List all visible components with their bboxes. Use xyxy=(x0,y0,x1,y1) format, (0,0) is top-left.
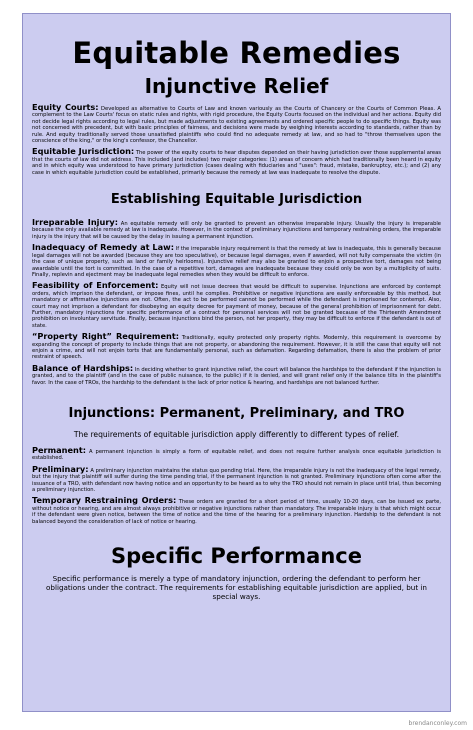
paragraph-text: Traditionally, equity protected only property rights. Modernly, this requirement is overcome by expanding the concept of property to include things that are not property, or abandoning the requirement. However, it is still the case that equity will not enjoin a crime, and will not enjoin torts that are fundamentally personal, such as defamation. Regarding defamation, there is also the problem of prior restraint of speech. xyxy=(32,335,441,361)
paragraph-permanent xyxy=(32,446,441,462)
section-injunctive-relief xyxy=(32,103,441,176)
paragraph-inadequacy xyxy=(32,243,441,278)
heading-injunction-types: Injunctions: Permanent, Preliminary, and TRO xyxy=(68,406,405,421)
paragraph-feasibility xyxy=(32,281,441,329)
paragraph-text: Equity will not issue decrees that would be difficult to supervise. Injunctions are enforced by contempt orders, which imprison the defendant, or impose fines, until he complies. Prohibitive or negative injunctions are easily enforceable by this method, but mandatory or affirmative injunctions are not. Often, the act to be performed cannot be performed while the defendant is imprisoned for contempt. Also, court may not imprison a defendant for disobeying an equity decree for payment of money, because of the general prohibition of imprisonment for debt. Further, mandatory injunctions for specific performance of a contract for personal services will not be granted because of the Thirteenth Amendment prohibition on involuntary servitude. Finally, because injunctions bind the person, not her property, they may be difficult to enforce if the defendant is out of state. xyxy=(32,284,441,329)
document-page xyxy=(22,13,451,712)
term-label: Permanent: xyxy=(32,445,87,455)
paragraph-text: Developed as alternative to Courts of Law and known variously as the Courts of Chancery or the Courts of Common Pleas. A complement to the Law Courts' focus on static rules and rights, with rigid procedure, the Equity Courts focused on the individual and her actions. Equity did not decide legal rights according to legal rules, but made adjustments to existing agreements and ordered specific people to do specific things. Equity was not concerned with precedent, but with basic principles of fairness, and decisions were made by weighing interests according to standards, rather than by rule. And equity traditionally served those unsatisfied plaintiffs who could find no adequate remedy at law, and so had to "throw themselves upon the conscience of the king," or the king's confessor, the Chancellor. xyxy=(32,106,441,145)
paragraph-tro xyxy=(32,496,441,525)
specific-performance-text: Specific performance is merely a type of mandatory injunction, ordering the defendant to perform her obligations under the contract. The requirements for establishing equitable jurisdiction are applied, but in special ways. xyxy=(46,574,427,601)
paragraph-text: A preliminary injunction maintains the status quo pending trial. Here, the irreparable injury is not the inadequacy of the legal remedy, but the injury that plaintiff will suffer during the time pending trial, if the permanent injunction is not granted. Preliminary injunctions often come after the issuance of a TRO, with defendant now having notice and an opportunity to be heard as to why the TRO should not remain in place until trial, thus becoming a preliminary injunction. xyxy=(32,467,442,494)
paragraph-equitable-jurisdiction xyxy=(32,147,441,176)
heading-establishing-jurisdiction: Establishing Equitable Jurisdiction xyxy=(110,192,363,208)
paragraph-text: A permanent injunction is simply a form of equitable relief, and does not require further analysis once equitable jurisdiction is established. xyxy=(32,449,441,462)
paragraph-text: In deciding whether to grant injunctive relief, the court will balance the hardships to the defendant if the injunction is granted, and to the plaintiff (and in the case of public nuisance, to the public) if it is denied, and will grant relief only if the balance tilts in the plaintiff's favor. In the case of TROs, the hardship to the defendant is the lack of prior notice & hearing, and hardships are not balanced further. xyxy=(32,366,442,386)
paragraph-text: These orders are granted for a short period of time, usually 10-20 days, can be issued ex parte, without notice or hearing, and are almost always prohibitive or negative injunctions rather than mandatory. The irreparable injury is that which might occur if the defendant were given notice, between the time of notice and the time of the hearing for a preliminary injunction. Hardship to the defendant is not balanced beyond the consideration of lack of notice or hearing. xyxy=(32,499,442,525)
term-label: Preliminary: xyxy=(32,463,89,474)
term-label: Equity Courts: xyxy=(32,102,99,112)
heading-specific-performance: Specific Performance xyxy=(111,544,362,569)
paragraph-balance-hardships xyxy=(32,364,441,386)
paragraph-text: An equitable remedy will only be granted to prevent an otherwise irreparable injury. Usually the injury is irreparable because the only available remedy at law is inadequate. However, in the context of preliminary injunctions and temporary restraining orders, the irreparable injury is the injury that will be caused by the delay in issuing a permanent injunction. xyxy=(32,221,442,240)
term-label: Feasibility of Enforcement: xyxy=(32,280,159,291)
paragraph-property-right xyxy=(32,332,441,361)
term-label: Balance of Hardships: xyxy=(32,362,134,373)
paragraph-text: The power of the equity courts to hear disputes depended on their having jurisdiction over those supplemental areas that the courts of law did not address. This included (and includes) two major categories: (1) areas of concern which had traditionally been heard in equity and in which equity was understood to have primary jurisdiction (cases dealing with fiduciaries and "uses": fraud, mistake, bankruptcy, etc.); and (2) any case in which equitable jurisdiction could be established, primarily because the remedy at law was inadequate to resolve the dispute. xyxy=(32,150,441,176)
section-establishing-jurisdiction xyxy=(32,218,441,386)
term-label: Irreparable Injury: xyxy=(32,217,118,228)
term-label: Inadequacy of Remedy at Law: xyxy=(32,242,175,253)
intro-injunction-types: The requirements of equitable jurisdiction apply differently to different types of relief. xyxy=(73,430,400,439)
term-label: Temporary Restraining Orders: xyxy=(32,495,177,506)
section-injunction-types xyxy=(32,446,441,525)
term-label: “Property Right” Requirement: xyxy=(32,331,180,342)
paragraph-preliminary xyxy=(32,465,441,494)
footer-credit: brendanconley.com xyxy=(408,720,467,727)
term-label: Equitable Jurisdiction: xyxy=(32,146,135,157)
paragraph-equity-courts xyxy=(32,103,441,144)
paragraph-irreparable-injury xyxy=(32,218,441,240)
page-title: Equitable Remedies xyxy=(72,36,401,70)
paragraph-text: If the irreparable injury requirement is that the remedy at law is inadequate, this is generally because legal damages will not be awarded (because they are too speculative), or because legal damages, even if awarded, will not fully compensate the victim (in the case of unique property, such as land or family heirlooms). Injunctive relief may also be granted to enjoin a prospective tort, damages not being awardable until the tort is committed. In the case of a repetitive tort, damages are inadequate because they could only be won by a multiplicity of suits. Finally, replevin and ejectment may be inadequate legal remedies when they would be difficult to enforce. xyxy=(32,246,441,278)
page-subtitle: Injunctive Relief xyxy=(144,74,329,98)
